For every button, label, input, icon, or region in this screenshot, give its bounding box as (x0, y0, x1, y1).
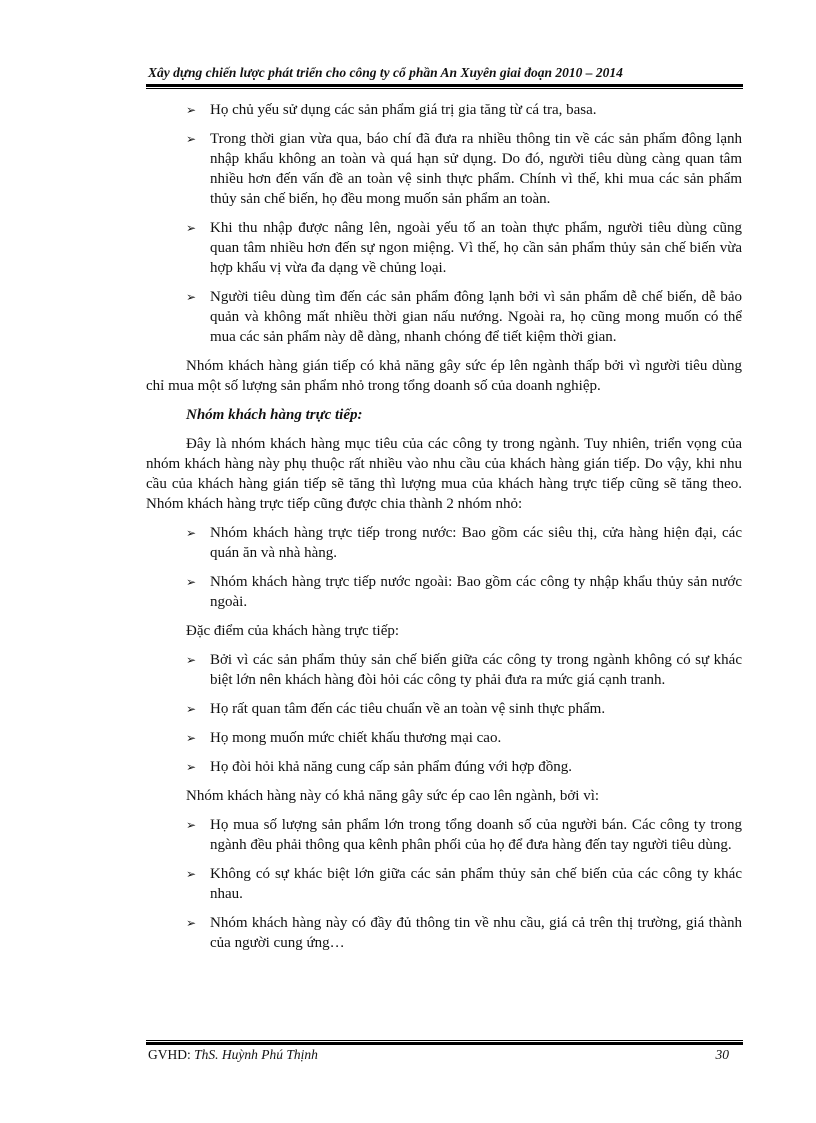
page-body (146, 100, 742, 962)
list-item: ➢ Người tiêu dùng tìm đến các sản phẩm đông lạnh bởi vì sản phẩm dễ chế biến, dễ bảo quản và không mất nhiều thời gian nấu nướng. Ngoài ra, họ cũng mong muốn có thể mua các sản phẩm này dễ dàng, nhanh chóng để tiết kiệm thời gian. (186, 289, 742, 345)
arrow-bullet-icon: ➢ (186, 132, 197, 146)
advisor-label: GVHD: (148, 1047, 195, 1062)
arrow-bullet-icon: ➢ (186, 221, 197, 235)
paragraph: Đây là nhóm khách hàng mục tiêu của các công ty trong ngành. Tuy nhiên, triển vọng của nhóm khách hàng này phụ thuộc rất nhiều vào nhu cầu của khách hàng gián tiếp. Do vậy, khi nhu cầu của khách hàng gián tiếp sẽ tăng thì lượng mua của khách hàng trực tiếp cũng sẽ tăng theo. Nhóm khách hàng trực tiếp cũng được chia thành 2 nhóm nhỏ: (146, 436, 742, 512)
paragraph: Đặc điểm của khách hàng trực tiếp: (186, 623, 400, 639)
list-item: ➢ Nhóm khách hàng trực tiếp nước ngoài: Bao gồm các công ty nhập khẩu thủy sản nước ngoài. (186, 574, 742, 610)
arrow-bullet-icon: ➢ (186, 290, 197, 304)
page-header-title: Xây dựng chiến lược phát triển cho công ty cổ phần An Xuyên giai đoạn 2010 – 2014 (148, 65, 623, 80)
arrow-bullet-icon: ➢ (186, 103, 197, 117)
list-item: ➢ Họ mua số lượng sản phẩm lớn trong tổng doanh số của người bán. Các công ty trong ngành đều phải thông qua kênh phân phối của họ để đưa hàng đến tay người tiêu dùng. (186, 817, 742, 853)
list-item: ➢ Bởi vì các sản phẩm thủy sản chế biến giữa các công ty trong ngành không có sự khác biệt lớn nên khách hàng đòi hỏi các công ty phải đưa ra mức giá cạnh tranh. (186, 652, 742, 688)
list-item: ➢ Họ mong muốn mức chiết khấu thương mại cao. (186, 730, 502, 746)
list-item: ➢ Họ chủ yếu sử dụng các sản phẩm giá trị gia tăng từ cá tra, basa. (186, 102, 597, 118)
arrow-bullet-icon: ➢ (186, 575, 197, 589)
paragraph: Nhóm khách hàng gián tiếp có khả năng gây sức ép lên ngành thấp bởi vì người tiêu dùng chỉ mua một số lượng sản phẩm nhỏ trong tổng doanh số của doanh nghiệp. (146, 358, 742, 394)
arrow-bullet-icon: ➢ (186, 760, 197, 774)
arrow-bullet-icon: ➢ (186, 916, 197, 930)
list-item: ➢ Khi thu nhập được nâng lên, ngoài yếu tố an toàn thực phẩm, người tiêu dùng cũng quan tâm nhiều hơn đến sự ngon miệng. Vì thế, họ cần sản phẩm thủy sản chế biến vừa hợp khẩu vị vừa đa dạng về chủng loại. (186, 220, 742, 276)
list-item: ➢ Họ đòi hỏi khả năng cung cấp sản phẩm đúng với hợp đồng. (186, 759, 573, 775)
paragraph: Nhóm khách hàng này có khả năng gây sức ép cao lên ngành, bởi vì: (186, 788, 600, 804)
list-item: ➢ Không có sự khác biệt lớn giữa các sản phẩm thủy sản chế biến của các công ty khác nhau. (186, 866, 742, 902)
arrow-bullet-icon: ➢ (186, 702, 197, 716)
page-footer (148, 1047, 741, 1063)
list-item: ➢ Nhóm khách hàng này có đầy đủ thông tin về nhu cầu, giá cả trên thị trường, giá thành của người cung ứng… (186, 915, 742, 951)
footer-rule (146, 1040, 743, 1045)
list-item: ➢ Nhóm khách hàng trực tiếp trong nước: Bao gồm các siêu thị, cửa hàng hiện đại, các quán ăn và nhà hàng. (186, 525, 742, 561)
arrow-bullet-icon: ➢ (186, 731, 197, 745)
arrow-bullet-icon: ➢ (186, 653, 197, 667)
arrow-bullet-icon: ➢ (186, 526, 197, 540)
list-item: ➢ Trong thời gian vừa qua, báo chí đã đưa ra nhiều thông tin về các sản phẩm đông lạnh nhập khẩu không an toàn và quá hạn sử dụng. Do đó, người tiêu dùng càng quan tâm nhiều hơn đến vấn đề an toàn vệ sinh thực phẩm. Chính vì thế, khi mua các sản phẩm thủy sản chế biến, họ đều mong muốn sản phẩm an toàn. (186, 131, 742, 207)
page-number: 30 (715, 1047, 729, 1062)
list-item: ➢ Họ rất quan tâm đến các tiêu chuẩn về an toàn vệ sinh thực phẩm. (186, 701, 606, 717)
header-rule (146, 84, 743, 89)
arrow-bullet-icon: ➢ (186, 867, 197, 881)
advisor-name: ThS. Huỳnh Phú Thịnh (194, 1047, 318, 1062)
arrow-bullet-icon: ➢ (186, 818, 197, 832)
section-subheading: Nhóm khách hàng trực tiếp: (186, 407, 363, 423)
